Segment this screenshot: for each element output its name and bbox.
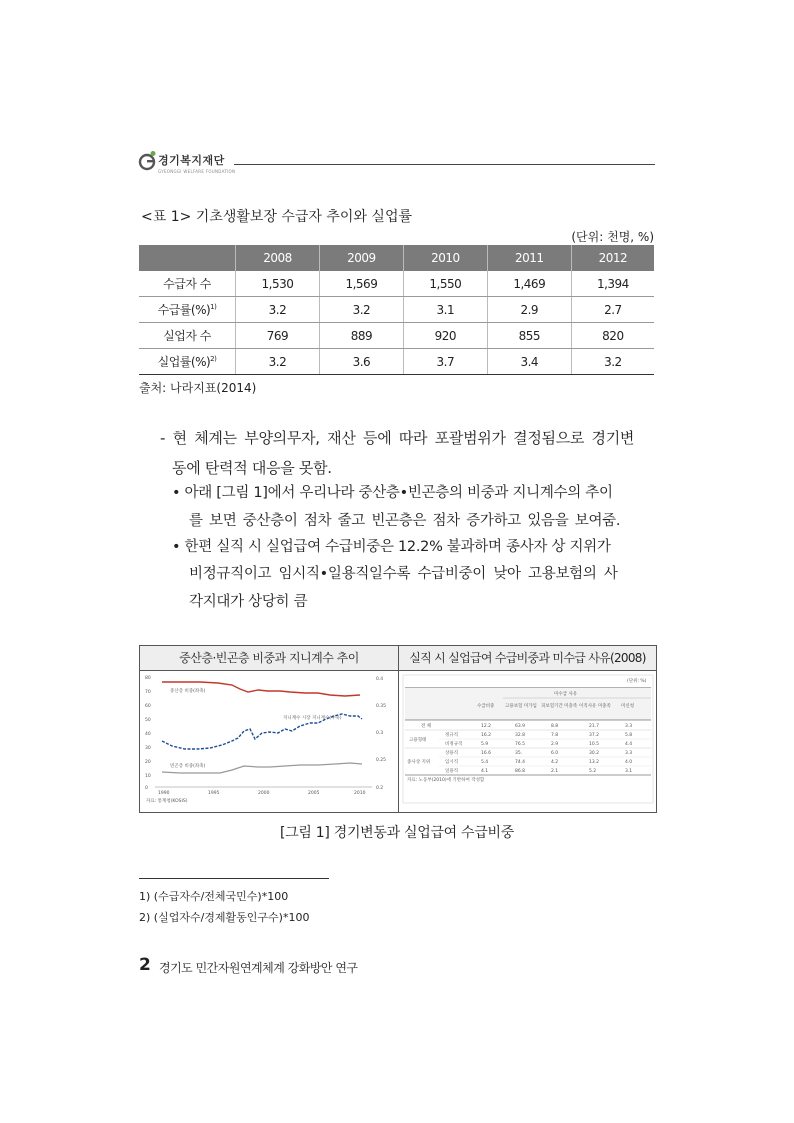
- table-header-cell: 2009: [319, 245, 403, 271]
- svg-text:35.: 35.: [515, 751, 523, 756]
- footnote: 2) (실업자수/경제활동인구수)*100: [139, 911, 310, 924]
- left-axis-tick: 20: [145, 760, 151, 765]
- running-title: 경기도 민간자원연계체계 강화방안 연구: [159, 961, 358, 975]
- svg-text:비정규직: 비정규직: [445, 742, 463, 747]
- svg-text:76.5: 76.5: [515, 742, 526, 747]
- mini-table-source: 자료: 노동부(2010)에 기반하여 작성함: [407, 778, 485, 783]
- table-header-cell: [139, 245, 236, 271]
- table-source: 출처: 나라지표(2014): [139, 381, 257, 395]
- x-axis-tick: 2005: [308, 791, 320, 796]
- benefit-table-figure: [399, 671, 656, 812]
- left-axis-tick: 80: [145, 676, 151, 681]
- table-cell: 769: [236, 323, 320, 349]
- page-number: 2: [139, 955, 151, 975]
- svg-text:4.4: 4.4: [625, 742, 633, 747]
- svg-text:8.8: 8.8: [551, 724, 559, 729]
- row-label: 수급률(%)$^{1)}$: [139, 297, 236, 323]
- footnote: 1) (수급자수/전체국민수)*100: [139, 890, 289, 903]
- x-axis-tick: 1995: [208, 791, 220, 796]
- left-figure-title: 중산층·빈곤층 비중과 지니계수 추이: [140, 646, 399, 671]
- recipients-table: [139, 245, 654, 375]
- x-axis-tick: 1990: [158, 791, 170, 796]
- svg-text:4.0: 4.0: [625, 760, 633, 765]
- x-axis-tick: 2010: [354, 791, 366, 796]
- inequality-chart: [140, 671, 398, 812]
- bullet-line: 를 보면 중산층이 점차 줄고 빈곤층은 점차 증가하고 있음을 보여줌.: [189, 513, 621, 529]
- row-label: 실업자 수: [139, 323, 236, 349]
- svg-text:32.8: 32.8: [515, 733, 526, 738]
- table-row: [139, 271, 654, 297]
- right-axis-tick: 0.2: [376, 786, 384, 791]
- svg-text:21.7: 21.7: [589, 724, 600, 729]
- svg-text:상용직: 상용직: [445, 751, 459, 756]
- table-header-cell: 2012: [571, 245, 654, 271]
- svg-text:12.2: 12.2: [481, 724, 492, 729]
- foundation-logo-icon: [138, 150, 158, 172]
- svg-text:16.6: 16.6: [481, 751, 492, 756]
- svg-text:5.4: 5.4: [481, 760, 489, 765]
- left-axis-tick: 0: [145, 786, 148, 791]
- middle-class-label: 중산층 비중(좌축): [170, 689, 206, 694]
- body-line: 동에 탄력적 대응을 못함.: [172, 459, 332, 477]
- document-header: [138, 150, 655, 180]
- svg-text:10.5: 10.5: [589, 742, 600, 747]
- right-figure-title: 실직 시 실업급여 수급비중과 미수급 사유(2008): [399, 646, 656, 671]
- svg-text:63.9: 63.9: [515, 724, 526, 729]
- svg-text:30.2: 30.2: [589, 751, 600, 756]
- row-label: 수급자 수: [139, 271, 236, 297]
- svg-text:4.2: 4.2: [551, 760, 559, 765]
- left-axis-tick: 30: [145, 746, 151, 751]
- figure-box: [139, 645, 657, 813]
- table-cell: 1,394: [571, 271, 654, 297]
- header-rule: [234, 164, 655, 165]
- left-axis-tick: 40: [145, 732, 151, 737]
- left-axis-tick: 10: [145, 774, 151, 779]
- svg-text:종사상 지위: 종사상 지위: [407, 760, 431, 765]
- table-row: [139, 349, 654, 375]
- row-label: 실업률(%)$^{2)}$: [139, 349, 236, 375]
- svg-text:13.2: 13.2: [589, 760, 600, 765]
- right-axis-tick: 0.25: [376, 758, 387, 763]
- table-cell: 820: [571, 323, 654, 349]
- svg-text:7.8: 7.8: [551, 733, 559, 738]
- org-name: 경기복지재단: [158, 154, 225, 167]
- svg-text:4.1: 4.1: [481, 769, 489, 774]
- table-cell: 1,569: [319, 271, 403, 297]
- table-cell: 3.2: [236, 297, 320, 323]
- mini-table-row: [445, 758, 632, 765]
- table-cell: 1,530: [236, 271, 320, 297]
- svg-text:전 체: 전 체: [421, 724, 432, 729]
- mini-table-row: [445, 767, 632, 774]
- table-cell: 855: [487, 323, 571, 349]
- bullet-line: 비정규직이고 임시직•일용직일수록 수급비중이 낮아 고용보험의 사: [189, 566, 618, 582]
- svg-text:3.3: 3.3: [625, 724, 633, 729]
- svg-text:일용직: 일용직: [445, 769, 459, 774]
- svg-text:고용형태: 고용형태: [409, 738, 427, 743]
- mini-col-header: 수급비중: [477, 704, 495, 709]
- mini-col-header: 이직사유 미충족: [579, 704, 611, 709]
- svg-text:37.2: 37.2: [589, 733, 600, 738]
- bullet-line: • 아래 [그림 1]에서 우리나라 중산층•빈곤층의 비중과 지니계수의 추이: [172, 485, 613, 501]
- mini-group-header: 미수급 사유: [554, 692, 578, 697]
- footnote-rule: [139, 878, 329, 879]
- poor-label: 빈곤층 비중(좌축): [170, 764, 206, 769]
- table-row: [139, 297, 654, 323]
- x-axis-tick: 2000: [258, 791, 270, 796]
- table-unit: (단위: 천명, %): [571, 230, 654, 244]
- svg-text:74.4: 74.4: [515, 760, 526, 765]
- svg-text:16.2: 16.2: [481, 733, 492, 738]
- gini-label: 지니계수 시장 지니계수(우축): [283, 716, 342, 721]
- table-row: [139, 323, 654, 349]
- table-cell: 3.2: [236, 349, 320, 375]
- mini-table-row: [445, 740, 632, 747]
- bullet-line: • 한편 실직 시 실업급여 수급비중은 12.2% 불과하며 종사자 상 지위가: [172, 539, 611, 555]
- right-axis-tick: 0.3: [376, 731, 384, 736]
- mini-col-header: 피보험기간 미충족: [541, 704, 578, 709]
- table-cell: 3.4: [487, 349, 571, 375]
- body-line: - 현 체계는 부양의무자, 재산 등에 따라 포괄범위가 결정됨으로 경기변: [160, 429, 635, 447]
- svg-text:3.3: 3.3: [625, 751, 633, 756]
- mini-table-unit: (단위: %): [627, 679, 647, 684]
- table-cell: 2.9: [487, 297, 571, 323]
- svg-text:5.8: 5.8: [625, 733, 633, 738]
- mini-table-row: [421, 722, 632, 729]
- table-cell: 1,550: [403, 271, 487, 297]
- svg-text:5.9: 5.9: [481, 742, 489, 747]
- table-cell: 2.7: [571, 297, 654, 323]
- svg-text:5.2: 5.2: [589, 769, 597, 774]
- svg-text:2.1: 2.1: [551, 769, 559, 774]
- table-cell: 889: [319, 323, 403, 349]
- table-cell: 3.2: [571, 349, 654, 375]
- svg-text:3.1: 3.1: [625, 769, 633, 774]
- table-title: <표 1> 기초생활보장 수급자 추이와 실업률: [141, 209, 413, 225]
- table-cell: 3.2: [319, 297, 403, 323]
- left-axis-tick: 70: [145, 690, 151, 695]
- right-axis-tick: 0.35: [376, 704, 387, 709]
- table-header-cell: 2010: [403, 245, 487, 271]
- svg-text:6.0: 6.0: [551, 751, 559, 756]
- table-cell: 920: [403, 323, 487, 349]
- chart-source: 자료: 통계청(KOSIS): [146, 799, 188, 804]
- table-cell: 1,469: [487, 271, 571, 297]
- svg-text:임시직: 임시직: [445, 760, 459, 765]
- left-axis-tick: 60: [145, 704, 151, 709]
- mini-col-header: 고용보험 미가입: [505, 704, 537, 709]
- svg-text:2.9: 2.9: [551, 742, 559, 747]
- bullet-line: 각지대가 상당히 큼: [189, 594, 308, 610]
- svg-text:정규직: 정규직: [445, 733, 459, 738]
- right-axis-tick: 0.4: [376, 677, 384, 682]
- left-axis-tick: 50: [145, 718, 151, 723]
- svg-text:86.8: 86.8: [515, 769, 526, 774]
- table-header-cell: 2011: [487, 245, 571, 271]
- table-header-row: [139, 245, 654, 271]
- table-cell: 3.7: [403, 349, 487, 375]
- org-subtitle: GYEONGGI WELFARE FOUNDATION: [158, 169, 236, 174]
- table-cell: 3.6: [319, 349, 403, 375]
- figure-caption: [그림 1] 경기변동과 실업급여 수급비중: [280, 825, 514, 841]
- mini-col-header: 미신청: [621, 704, 635, 709]
- table-cell: 3.1: [403, 297, 487, 323]
- table-header-cell: 2008: [236, 245, 320, 271]
